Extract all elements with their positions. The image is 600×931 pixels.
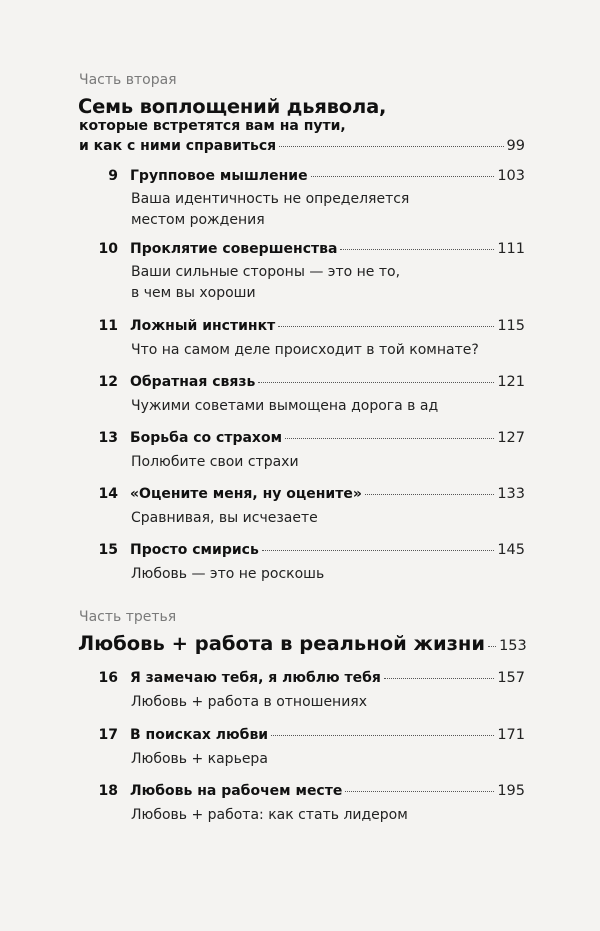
subtitle-line: Что на самом деле происходит в той комнате? <box>131 342 479 358</box>
chapter-subtitle <box>131 396 526 417</box>
subtitle-line: Любовь + работа в отношениях <box>131 694 368 710</box>
page-number: 99 <box>506 138 525 154</box>
chapter-subtitle <box>131 189 526 231</box>
chapter-heading <box>130 727 525 743</box>
page-number: 153 <box>499 638 527 654</box>
subtitle-line: Любовь + работа: как стать лидером <box>131 807 408 823</box>
leader-dots <box>278 326 494 327</box>
subtitle-line: Любовь + карьера <box>131 751 268 767</box>
chapter-number: 18 <box>98 783 118 799</box>
chapter-heading <box>130 670 525 686</box>
chapter-subtitle <box>131 262 526 304</box>
chapter-subtitle <box>131 805 526 826</box>
chapter-heading <box>130 374 525 390</box>
subtitle-line: Ваши сильные стороны — это не то, <box>131 264 401 280</box>
chapter-heading <box>130 318 525 334</box>
part-title: Любовь + работа в реальной жизни <box>78 632 486 655</box>
chapter-title: Обратная связь <box>130 374 256 390</box>
chapter-number: 14 <box>98 486 118 502</box>
subtitle-line: Любовь — это не роскошь <box>131 566 325 582</box>
chapter-number: 13 <box>98 430 118 446</box>
part-subtitle-line: и как с ними справиться <box>79 138 277 154</box>
chapter-title: Любовь на рабочем месте <box>130 783 343 799</box>
chapter-heading <box>130 486 525 502</box>
page-number: 133 <box>497 486 525 502</box>
part-label: Часть вторая <box>79 72 177 88</box>
leader-dots <box>258 382 494 383</box>
page-number: 115 <box>497 318 525 334</box>
chapter-title: Я замечаю тебя, я люблю тебя <box>130 670 381 686</box>
leader-dots <box>279 146 503 147</box>
part-title: Семь воплощений дьявола, <box>78 95 387 118</box>
chapter-title: Проклятие совершенства <box>130 241 338 257</box>
page-number: 157 <box>497 670 525 686</box>
part-subtitle-line: которые встретятся вам на пути, <box>79 118 346 134</box>
chapter-number: 12 <box>98 374 118 390</box>
leader-dots <box>285 438 494 439</box>
chapter-heading <box>130 241 525 257</box>
subtitle-line: Чужими советами вымощена дорога в ад <box>131 398 439 414</box>
leader-dots <box>365 494 494 495</box>
page-number: 171 <box>497 727 525 743</box>
part-subtitle-entry <box>79 138 525 154</box>
leader-dots <box>262 550 495 551</box>
page-number: 111 <box>497 241 525 257</box>
chapter-heading <box>130 168 525 184</box>
subtitle-line: местом рождения <box>131 212 265 228</box>
page-number: 103 <box>497 168 525 184</box>
chapter-number: 11 <box>98 318 118 334</box>
chapter-title: В поисках любви <box>130 727 269 743</box>
chapter-subtitle <box>131 749 526 770</box>
chapter-subtitle <box>131 340 526 361</box>
chapter-title: Борьба со страхом <box>130 430 283 446</box>
page-number: 121 <box>497 374 525 390</box>
chapter-title: «Оцените меня, ну оцените» <box>130 486 362 502</box>
chapter-number: 17 <box>98 727 118 743</box>
leader-dots <box>311 176 495 177</box>
leader-dots <box>271 735 494 736</box>
leader-dots <box>384 678 494 679</box>
chapter-heading <box>130 542 525 558</box>
part-title-entry <box>78 632 525 655</box>
subtitle-line: в чем вы хороши <box>131 285 256 301</box>
page-number: 195 <box>497 783 525 799</box>
chapter-number: 9 <box>108 168 118 184</box>
leader-dots <box>340 249 494 250</box>
chapter-subtitle <box>131 564 526 585</box>
page-number: 145 <box>497 542 525 558</box>
leader-dots <box>345 791 494 792</box>
leader-dots <box>488 646 496 647</box>
chapter-subtitle <box>131 508 526 529</box>
chapter-heading <box>130 430 525 446</box>
page-number: 127 <box>497 430 525 446</box>
chapter-heading <box>130 783 525 799</box>
chapter-number: 16 <box>98 670 118 686</box>
chapter-subtitle <box>131 452 526 473</box>
subtitle-line: Полюбите свои страхи <box>131 454 299 470</box>
chapter-subtitle <box>131 692 526 713</box>
chapter-title: Ложный инстинкт <box>130 318 276 334</box>
chapter-number: 15 <box>98 542 118 558</box>
subtitle-line: Сравнивая, вы исчезаете <box>131 510 318 526</box>
chapter-title: Просто смирись <box>130 542 259 558</box>
chapter-title: Групповое мышление <box>130 168 308 184</box>
subtitle-line: Ваша идентичность не определяется <box>131 191 410 207</box>
chapter-number: 10 <box>98 241 118 257</box>
part-label: Часть третья <box>79 609 177 625</box>
